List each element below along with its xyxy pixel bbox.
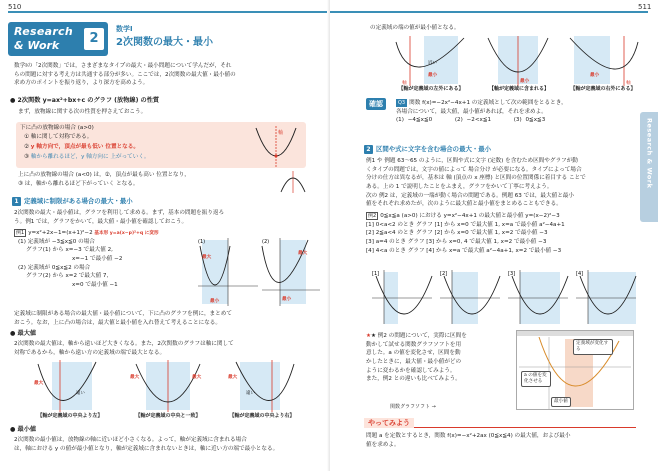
example2-graph-3 bbox=[506, 268, 570, 326]
top-rule bbox=[8, 11, 330, 13]
max-graph-center bbox=[128, 360, 208, 412]
section1-text: 2次関数の最大・最小値は，グラフを利用して求める。まず，基本の問題を振り返ろ う。例1 では，グラフをかいて，最大値・最小値を確認しておこう。 bbox=[14, 210, 225, 225]
max-graph-right bbox=[222, 360, 302, 412]
property-lead: 下に凸の放物線の場合 (a>0) bbox=[20, 125, 94, 131]
bubble-min: 最小値 bbox=[551, 397, 571, 407]
min-text: 2次関数の最小値は，放物線の軸に近いほど小さくなる。よって，軸が定義域に含まれる場合 は，軸における y の値が最小値となり，軸が定義域に含まれないときは，軸に近い方の端で最小となる。 bbox=[14, 437, 279, 452]
example2-graph-1 bbox=[370, 268, 434, 326]
max-heading: ● 最大値 bbox=[10, 330, 37, 337]
svg-text:[4]: [4] bbox=[576, 271, 584, 277]
example2-graph-4 bbox=[574, 268, 638, 326]
example1: 例1 y=x²+2x−1=(x+1)²−2 基本形 y=a(x−p)²+q に変形 (1) 定義域が −3≦x≦0 の場合 グラフ(1) から x=−3 で最大値 2, x=−1 で最小値 −2 (2) 定義域が 0≦x≦2 の場合 グラフ(2) から x=2 で最大値 7, x=0 で最小値 −1 bbox=[16, 230, 159, 288]
page-number: 510 bbox=[8, 3, 22, 11]
max-text: 2次関数の最大値は，軸から遠いほど大きくなる。また，2次関数のグラフは軸に関して 対称であるから，軸から遠い方の定義域の端で最大となる。 bbox=[14, 341, 234, 356]
svg-text:最大: 最大 bbox=[34, 381, 44, 386]
page-number: 511 bbox=[638, 3, 652, 11]
svg-text:遠い: 遠い bbox=[246, 391, 255, 396]
top-rule bbox=[330, 11, 648, 13]
min-graph-left bbox=[394, 36, 470, 86]
section1-heading: 1 定義域に制限がある場合の最大・最小 bbox=[12, 197, 133, 206]
svg-text:最大: 最大 bbox=[130, 375, 140, 380]
svg-text:最大: 最大 bbox=[228, 375, 238, 380]
example2: 例2 0≦x≦a (a>0) における y=x²−4x+1 の最大値と最小値 y=(x−2)²−3 [1] 0<a<2 のとき グラフ [1] から x=0 で最大値 1, x=a で最小値 a²−4a+1 [2] 2≦a<4 のとき グラフ [2] から x=0 で最大値 1, x=2 で最小値 −3 [3] a=4 のとき グラフ [3] から x=0, 4 で最大値 1, x=2 で最小値 −3 [4] 4<a のとき グラフ [4] から x=a で最大値 a²−4a+1, x=2 で最小値 −3 bbox=[366, 213, 565, 254]
svg-text:最小: 最小 bbox=[282, 297, 292, 302]
side-tab: Research & Work bbox=[640, 112, 658, 222]
min-heading: ● 最小値 bbox=[10, 426, 37, 433]
axis-label: 軸 bbox=[278, 130, 284, 136]
badge-line2: & Work bbox=[14, 39, 60, 52]
svg-text:最大: 最大 bbox=[192, 375, 202, 380]
graph-software-screenshot bbox=[516, 330, 634, 410]
software-titlebar bbox=[517, 331, 633, 336]
property-heading: ● 2次関数 y=ax²+bx+c のグラフ (放物線) の性質 bbox=[10, 97, 160, 104]
summary-text: 定義域に制限がある場合の最大値・最小値について，下に凸のグラフを例に，まとめて おこう。なお，上に凸の場合は，最大値と最小値を入れ替えて考えることになる。 bbox=[14, 311, 232, 326]
example2-graph-2 bbox=[438, 268, 502, 326]
svg-text:最小: 最小 bbox=[210, 299, 220, 304]
caption: 【軸が定義域に含まれる】 bbox=[488, 86, 549, 92]
svg-text:(1): (1) bbox=[198, 239, 206, 245]
top-text: の定義域の端の値が最小値となる。 bbox=[370, 25, 460, 31]
upper-convex-graph bbox=[278, 170, 308, 194]
svg-text:[1]: [1] bbox=[372, 271, 380, 277]
svg-text:[3]: [3] bbox=[508, 271, 516, 277]
example1-graph-2 bbox=[260, 236, 322, 308]
max-graph-left bbox=[30, 360, 110, 412]
try-problem: 問題 a を定数とするとき，関数 f(x)=−x²+2ax (0≦x≦4) の最大値，および最小 値を求めよ。 bbox=[366, 433, 571, 448]
check-badge: 確認 bbox=[366, 98, 386, 110]
software-note: ★★ 例2 の問題について，実際に区間を 動かして試せる関数グラフソフトを用 意した。a の値を変化させ，区間を動 かしたときに，最大値・最小値がどの ように変わるかを確認してみよう。 また，例2 との違いも比べてみよう。 bbox=[366, 333, 467, 383]
property-subtext: まず，放物線に関する次の性質を押さえておこう。 bbox=[18, 109, 147, 115]
svg-text:最小: 最小 bbox=[520, 79, 530, 84]
caption: 【軸が定義域の左外にある】 bbox=[398, 86, 464, 92]
bubble-domain: 定義域が変化する bbox=[573, 339, 613, 355]
svg-text:最大: 最大 bbox=[202, 255, 212, 260]
badge-line1: Research bbox=[14, 25, 73, 38]
svg-text:最大: 最大 bbox=[298, 251, 308, 256]
section2-text: 例1 や 例題 63〜65 のように，区間や式に文字 (定数) を含むため区間やグラフが動 くタイプの問題では，文字の値によって 場合分け が必要になる。タイプによって場合 分けの仕方は異なるが，基本は 軸 (頂点の x 座標) と区間の位置関係に着目する ことで ある。上の 1 で説明したことをふまえ，グラフをかいて丁寧に考えよう。 次の 例2 は，定義域の一端が動く場合の問題である。例題 63 では，最大値と最小 値をそれぞれ求めたが，次のように最大値と最小値をまとめることもできる。 bbox=[366, 158, 586, 208]
caption: 【軸が定義域の中央と一致】 bbox=[135, 413, 201, 419]
svg-text:軸: 軸 bbox=[626, 81, 631, 86]
svg-text:軸: 軸 bbox=[402, 81, 407, 86]
svg-text:近い: 近い bbox=[428, 61, 437, 66]
svg-text:(2): (2) bbox=[262, 239, 270, 245]
property-item: ③ 軸から離れるほど，y 軸方向に 上がっていく。 bbox=[24, 154, 150, 160]
intro-text: 数学Ⅰの「2次関数」では，さまざまなタイプの最大・最小問題について学んだが，それ らの問題に対する考え方は共通する部分が多い。ここでは，2次関数の最大値・最小値の 求め方のポイントを振り返り，より深方を高めよう。 bbox=[14, 63, 236, 87]
parabola-property-graph bbox=[250, 124, 302, 170]
min-graph-center bbox=[480, 36, 556, 86]
software-link[interactable]: 関数グラフソフト → bbox=[390, 404, 436, 410]
svg-text:最小: 最小 bbox=[590, 73, 600, 78]
upper-convex-note: 上に凸の放物線の場合 (a<0) は，②，頂点が最も高い 位置となり， ③ は，軸から離れるほど下がっていく となる。 bbox=[18, 172, 190, 187]
svg-text:最小: 最小 bbox=[428, 73, 438, 78]
bubble-a-value: a の値を変化させる bbox=[521, 371, 551, 387]
check-question: Q3 関数 f(x)=−2x²−4x+1 の定義域として次の範囲をとるとき， 各場合について，最大値，最小値があれば，それを求めよ。 (1) −4≦x≦0 (2) −2<x≦1 (3) 0≦x≦3 bbox=[396, 100, 567, 124]
try-section-header bbox=[364, 418, 636, 428]
svg-text:[2]: [2] bbox=[440, 271, 448, 277]
section2-heading: 2 区間や式に文字を含む場合の最大・最小 bbox=[364, 145, 491, 154]
research-work-badge bbox=[8, 22, 108, 56]
property-item: ② y 軸方向で，頂点が最も低い 位置となる。 bbox=[24, 144, 139, 150]
property-item: ① 軸に関して対称である。 bbox=[24, 134, 93, 140]
page-title: 2次関数の最大・最小 bbox=[116, 37, 213, 48]
example1-graph-1 bbox=[196, 236, 260, 308]
badge-number: 2 bbox=[84, 28, 104, 50]
caption: 【軸が定義域の中央より右】 bbox=[229, 413, 295, 419]
try-label: やってみよう bbox=[364, 418, 414, 428]
subject-label: 数学Ⅰ bbox=[116, 25, 133, 33]
caption: 【軸が定義域の右外にある】 bbox=[570, 86, 636, 92]
min-graph-right bbox=[566, 36, 642, 86]
svg-text:遠い: 遠い bbox=[76, 391, 85, 396]
caption: 【軸が定義域の中央より左】 bbox=[37, 413, 103, 419]
